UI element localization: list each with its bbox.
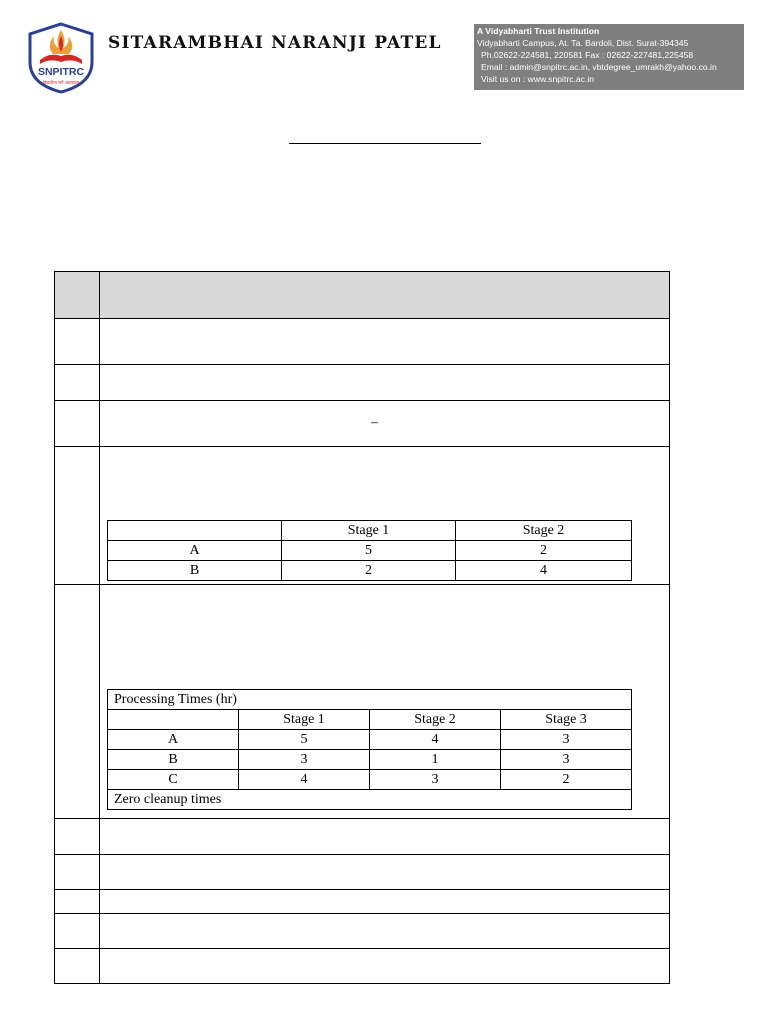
table-cell: 4: [370, 730, 501, 750]
table-cell: 3: [501, 730, 632, 750]
table-cell: 2: [456, 541, 632, 561]
table-cell: B: [108, 750, 239, 770]
table-cell: A: [108, 730, 239, 750]
question-row: [55, 890, 670, 914]
institution-info-box: [474, 24, 744, 90]
logo-text: SNPITRC: [37, 66, 85, 78]
table-cell: 2: [282, 561, 456, 581]
question-row: [55, 319, 670, 365]
question-table: [54, 271, 670, 984]
three-stage-processing-table: [107, 689, 632, 810]
table-cell: 3: [370, 770, 501, 790]
question-row: [55, 365, 670, 401]
question-row: [55, 401, 670, 447]
dash-text: –: [371, 415, 378, 430]
table-cell: 1: [370, 750, 501, 770]
table-cell: 3: [501, 750, 632, 770]
table-cell: 5: [282, 541, 456, 561]
question-row: [55, 447, 670, 585]
trust-line: A Vidyabharti Trust Institution: [477, 26, 600, 36]
table-cell: C: [108, 770, 239, 790]
table-cell: 4: [239, 770, 370, 790]
table-caption: Processing Times (hr): [108, 690, 632, 710]
header-row: [55, 272, 670, 319]
table-cell: 3: [239, 750, 370, 770]
institute-logo: [26, 22, 96, 94]
table-cell: 4: [456, 561, 632, 581]
table-cell: 2: [501, 770, 632, 790]
table-header-cell: [108, 710, 239, 730]
website-line: Visit us on : www.snpitrc.ac.in: [481, 74, 595, 84]
table-header-cell: Stage 3: [501, 710, 632, 730]
institution-name: SITARAMBHAI NARANJI PATEL: [108, 33, 442, 53]
table-cell: A: [108, 541, 282, 561]
table-header-cell: Stage 1: [239, 710, 370, 730]
two-stage-processing-table: [107, 520, 632, 581]
table-header-cell: Stage 2: [456, 521, 632, 541]
question-row: [55, 585, 670, 819]
table-cell: 5: [239, 730, 370, 750]
title-underline: [289, 143, 481, 144]
phone-line: Ph.02622-224581, 220581 Fax : 02622-227481,225458: [481, 50, 694, 60]
table-footer: Zero cleanup times: [108, 790, 632, 810]
question-row: [55, 855, 670, 890]
table-cell: B: [108, 561, 282, 581]
logo-motto: विद्यावीना सर्वे अंधकारम्: [42, 80, 80, 85]
table-header-cell: Stage 2: [370, 710, 501, 730]
table-header-cell: Stage 1: [282, 521, 456, 541]
table-header-cell: [108, 521, 282, 541]
question-row: [55, 819, 670, 855]
email-line: Email : admin@snpitrc.ac.in, vbtdegree_umrakh@yahoo.co.in: [481, 62, 717, 72]
question-row: [55, 914, 670, 949]
address-line: Vidyabharti Campus, At. Ta. Bardoli, Dist. Surat-394345: [477, 38, 689, 48]
question-row: [55, 949, 670, 984]
